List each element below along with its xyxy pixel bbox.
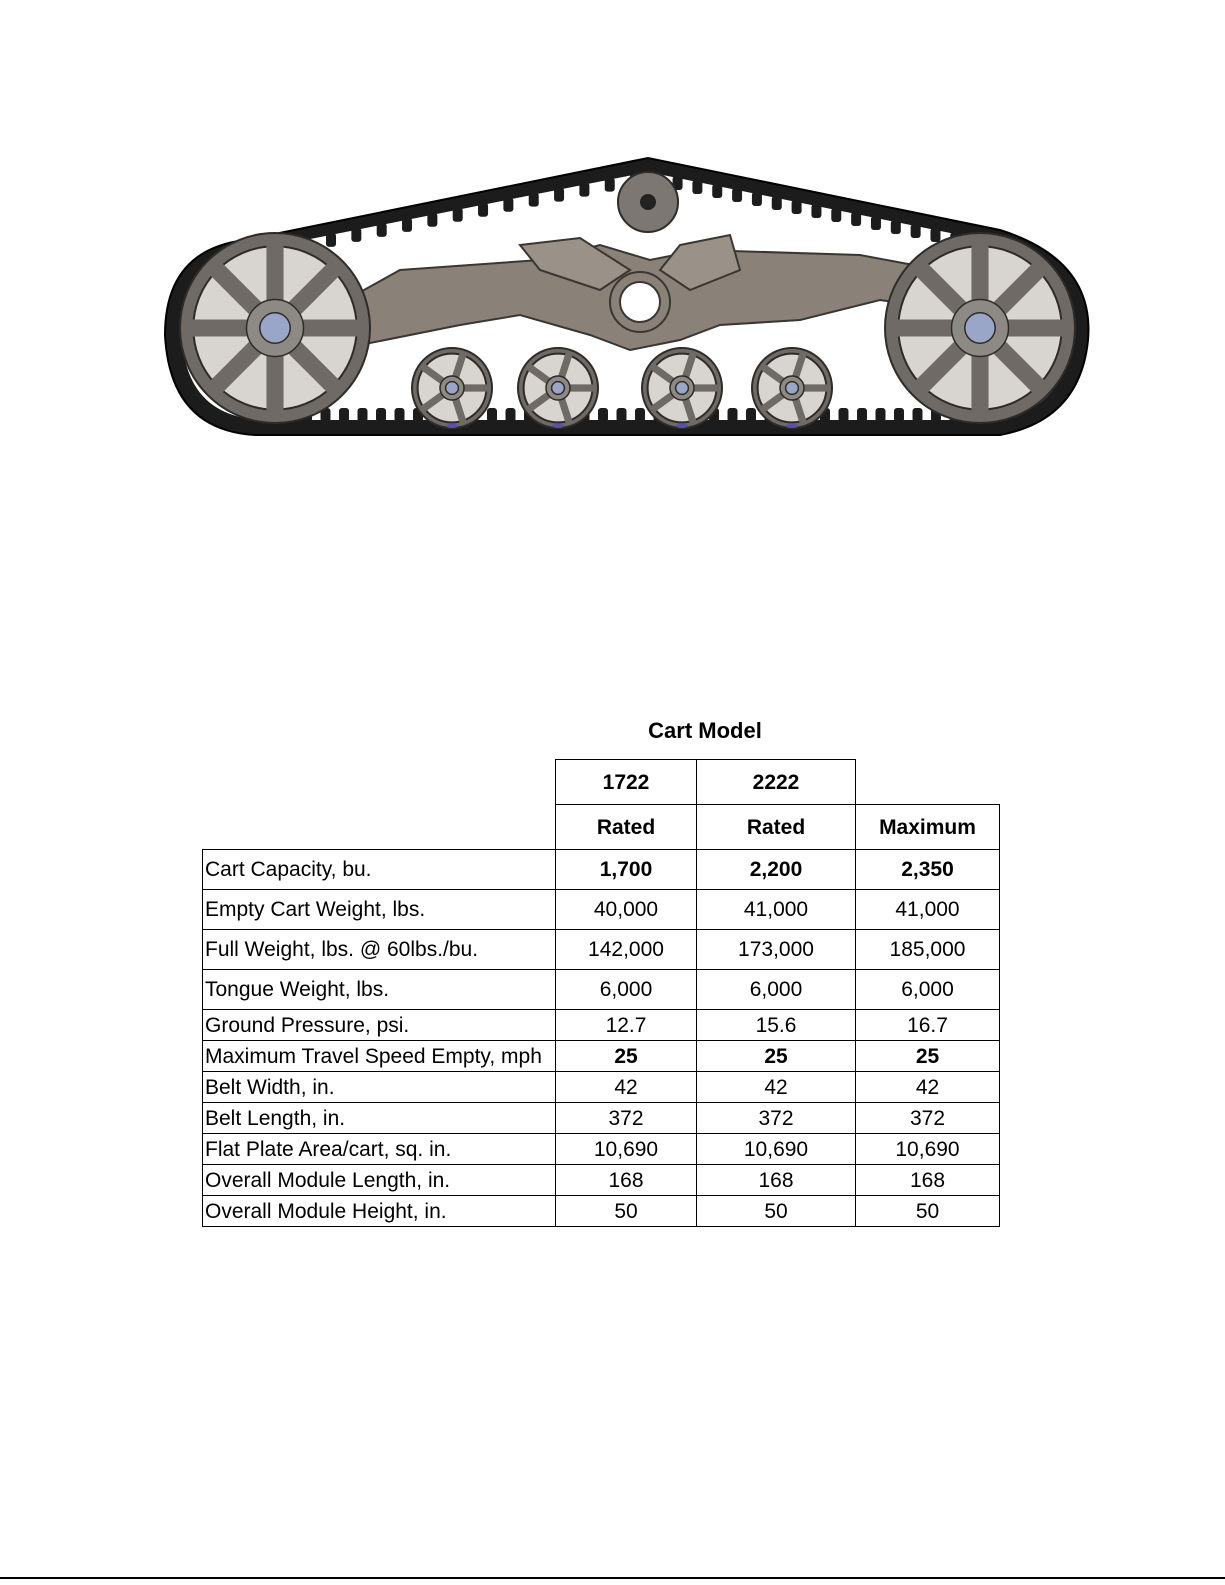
header-row-models [203,760,1000,805]
track-lug [427,213,437,227]
track-lug [746,408,756,422]
table-caption: Cart Model [648,718,762,743]
track-lug [598,408,608,422]
track-lug [894,408,904,422]
rating-header: Rated [556,805,697,850]
bottom-rule [0,1577,1225,1579]
row-value: 50 [856,1196,1000,1227]
row-label: Tongue Weight, lbs. [203,970,556,1010]
row-value: 10,690 [556,1134,697,1165]
road-wheel [518,348,598,428]
row-label: Belt Length, in. [203,1103,556,1134]
track-lug [503,198,513,212]
row-label: Overall Module Height, in. [203,1196,556,1227]
model-1722-header: 1722 [556,760,697,805]
model-2222-header: 2222 [697,760,856,805]
table-row [203,970,1000,1010]
header-row-ratings [203,805,1000,850]
row-label: Belt Width, in. [203,1072,556,1103]
row-label: Cart Capacity, bu. [203,850,556,890]
track-lug [529,193,539,207]
track-undercarriage-illustration [160,150,1095,450]
table-row [203,850,1000,890]
row-value: 142,000 [556,930,697,970]
track-lug [732,188,742,202]
track-lug [453,208,463,222]
row-value: 41,000 [697,890,856,930]
row-label: Overall Module Length, in. [203,1165,556,1196]
row-value: 2,200 [697,850,856,890]
road-wheel [752,348,832,428]
table-row [203,1196,1000,1227]
track-lug [811,204,821,218]
row-value: 168 [556,1165,697,1196]
row-value: 372 [556,1103,697,1134]
track-lug [911,224,921,238]
track-lug [839,408,849,422]
track-lug [617,408,627,422]
row-value: 6,000 [556,970,697,1010]
rear-drive-wheel [180,233,370,423]
track-lug [728,408,738,422]
row-label: Flat Plate Area/cart, sq. in. [203,1134,556,1165]
row-value: 6,000 [697,970,856,1010]
row-label: Empty Cart Weight, lbs. [203,890,556,930]
track-lug [506,408,516,422]
table-row [203,1072,1000,1103]
row-value: 10,690 [856,1134,1000,1165]
front-idler-wheel [885,233,1075,423]
row-value: 372 [856,1103,1000,1134]
row-value: 16.7 [856,1010,1000,1041]
row-label: Ground Pressure, psi. [203,1010,556,1041]
row-value: 42 [697,1072,856,1103]
track-lug [712,184,722,198]
table-row [203,930,1000,970]
track-lug [358,408,368,422]
row-value: 10,690 [697,1134,856,1165]
row-label: Full Weight, lbs. @ 60lbs./bu. [203,930,556,970]
row-value: 50 [697,1196,856,1227]
track-lug [792,200,802,214]
track-lug [857,408,867,422]
table-row [203,1165,1000,1196]
track-lug [692,180,702,194]
road-wheel [642,348,722,428]
track-lug [554,188,564,202]
row-value: 168 [697,1165,856,1196]
track-lug [339,408,349,422]
row-value: 42 [556,1072,697,1103]
row-value: 6,000 [856,970,1000,1010]
row-value: 1,700 [556,850,697,890]
track-lug [831,208,841,222]
track-lug [377,223,387,237]
track-lug [478,203,488,217]
track-lug [351,228,361,242]
track-lug [891,220,901,234]
row-label: Maximum Travel Speed Empty, mph [203,1041,556,1072]
table-row [203,1103,1000,1134]
center-pivot-bore [620,282,660,322]
track-lug [930,228,940,242]
track-lug [871,216,881,230]
specifications-table [202,759,1000,1227]
table-row [203,1041,1000,1072]
track-lug [605,178,615,192]
track-lug [635,408,645,422]
track-lug [579,183,589,197]
row-value: 2,350 [856,850,1000,890]
row-value: 42 [856,1072,1000,1103]
row-value: 41,000 [856,890,1000,930]
track-lug [395,408,405,422]
track-lug [376,408,386,422]
row-value: 372 [697,1103,856,1134]
row-value: 25 [556,1041,697,1072]
track-lug [326,233,336,247]
blank-cell [203,805,556,850]
row-value: 173,000 [697,930,856,970]
row-value: 185,000 [856,930,1000,970]
row-value: 12.7 [556,1010,697,1041]
track-lug [851,212,861,226]
row-value: 168 [856,1165,1000,1196]
rating-header: Rated [697,805,856,850]
row-value: 15.6 [697,1010,856,1041]
blank-cell [203,760,556,805]
row-value: 40,000 [556,890,697,930]
row-value: 25 [856,1041,1000,1072]
table-row [203,1134,1000,1165]
rating-header: Maximum [856,805,1000,850]
track-lug [913,408,923,422]
row-value: 25 [697,1041,856,1072]
road-wheel [412,348,492,428]
track-lug [772,196,782,210]
table-row [203,890,1000,930]
row-value: 50 [556,1196,697,1227]
track-lug [487,408,497,422]
blank-cell [856,760,1000,805]
track-lug [402,218,412,232]
track-lug [876,408,886,422]
track-lug [752,192,762,206]
table-row [203,1010,1000,1041]
